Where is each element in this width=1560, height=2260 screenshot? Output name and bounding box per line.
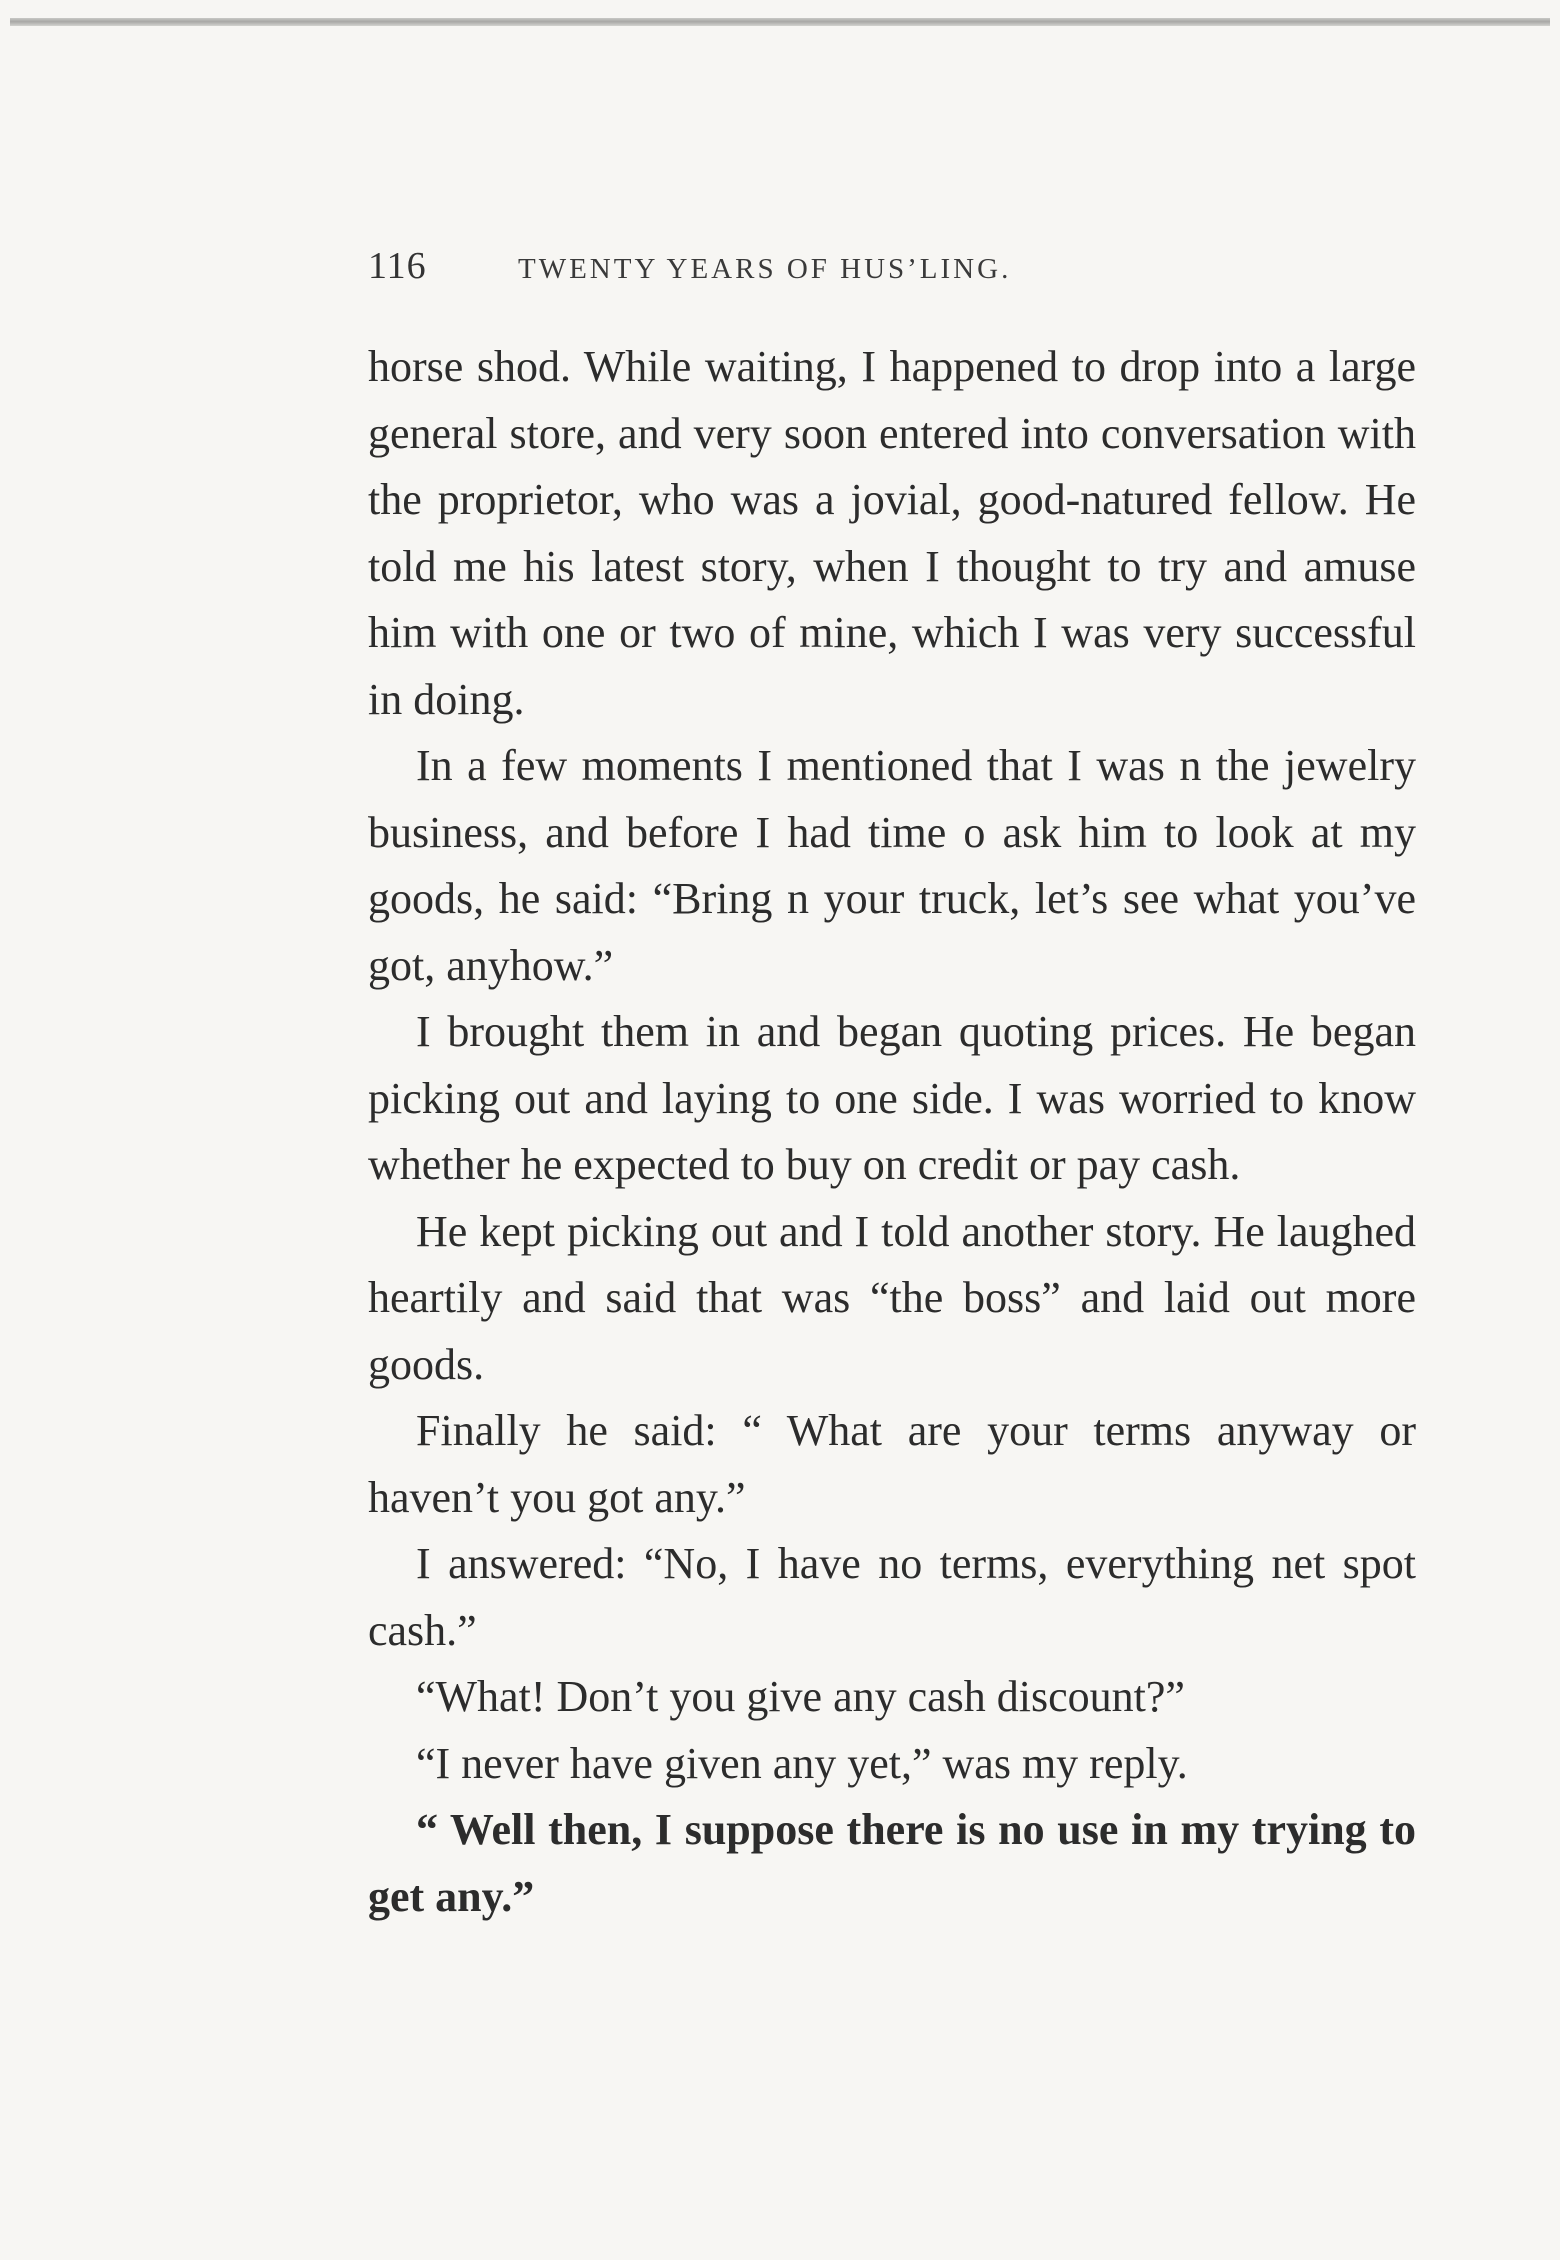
paragraph: “ Well then, I suppose there is no use in my trying to get any.”: [368, 1805, 1416, 1921]
page-header: [368, 244, 1248, 294]
page-body: [368, 334, 1416, 1930]
paragraph: He kept picking out and I told another story. He laughed heartily and said that was “the boss” and laid out more goods.: [368, 1206, 1416, 1389]
page-number: 116: [368, 245, 427, 287]
paragraph: “I never have given any yet,” was my reply.: [416, 1738, 1188, 1788]
paragraph: horse shod. While waiting, I happened to drop into a large general store, and very soon entered into conversation with the proprietor, who was a jovial, good-natured fellow. He told me his latest story, when I thought to try and amuse him with one or two of mine, which I was very successful in doing.: [368, 342, 1416, 724]
paragraph: “What! Don’t you give any cash discount?”: [416, 1672, 1185, 1721]
paragraph: In a few moments I mentioned that I was n the jewelry business, and before I had time o ask him to look at my goods, he said: “Bring n your truck, let’s see what you’ve got, anyhow.”: [368, 741, 1416, 990]
top-edge-shadow: [10, 18, 1550, 26]
running-head: TWENTY YEARS OF HUS’LING.: [518, 253, 1012, 285]
paragraph: Finally he said: “ What are your terms anyway or haven’t you got any.”: [368, 1406, 1416, 1522]
paragraph: I brought them in and began quoting prices. He began picking out and laying to one side. I was worried to know whether he expected to buy on credit or pay cash.: [368, 1007, 1416, 1189]
paragraph: I answered: “No, I have no terms, everything net spot cash.”: [368, 1539, 1416, 1655]
